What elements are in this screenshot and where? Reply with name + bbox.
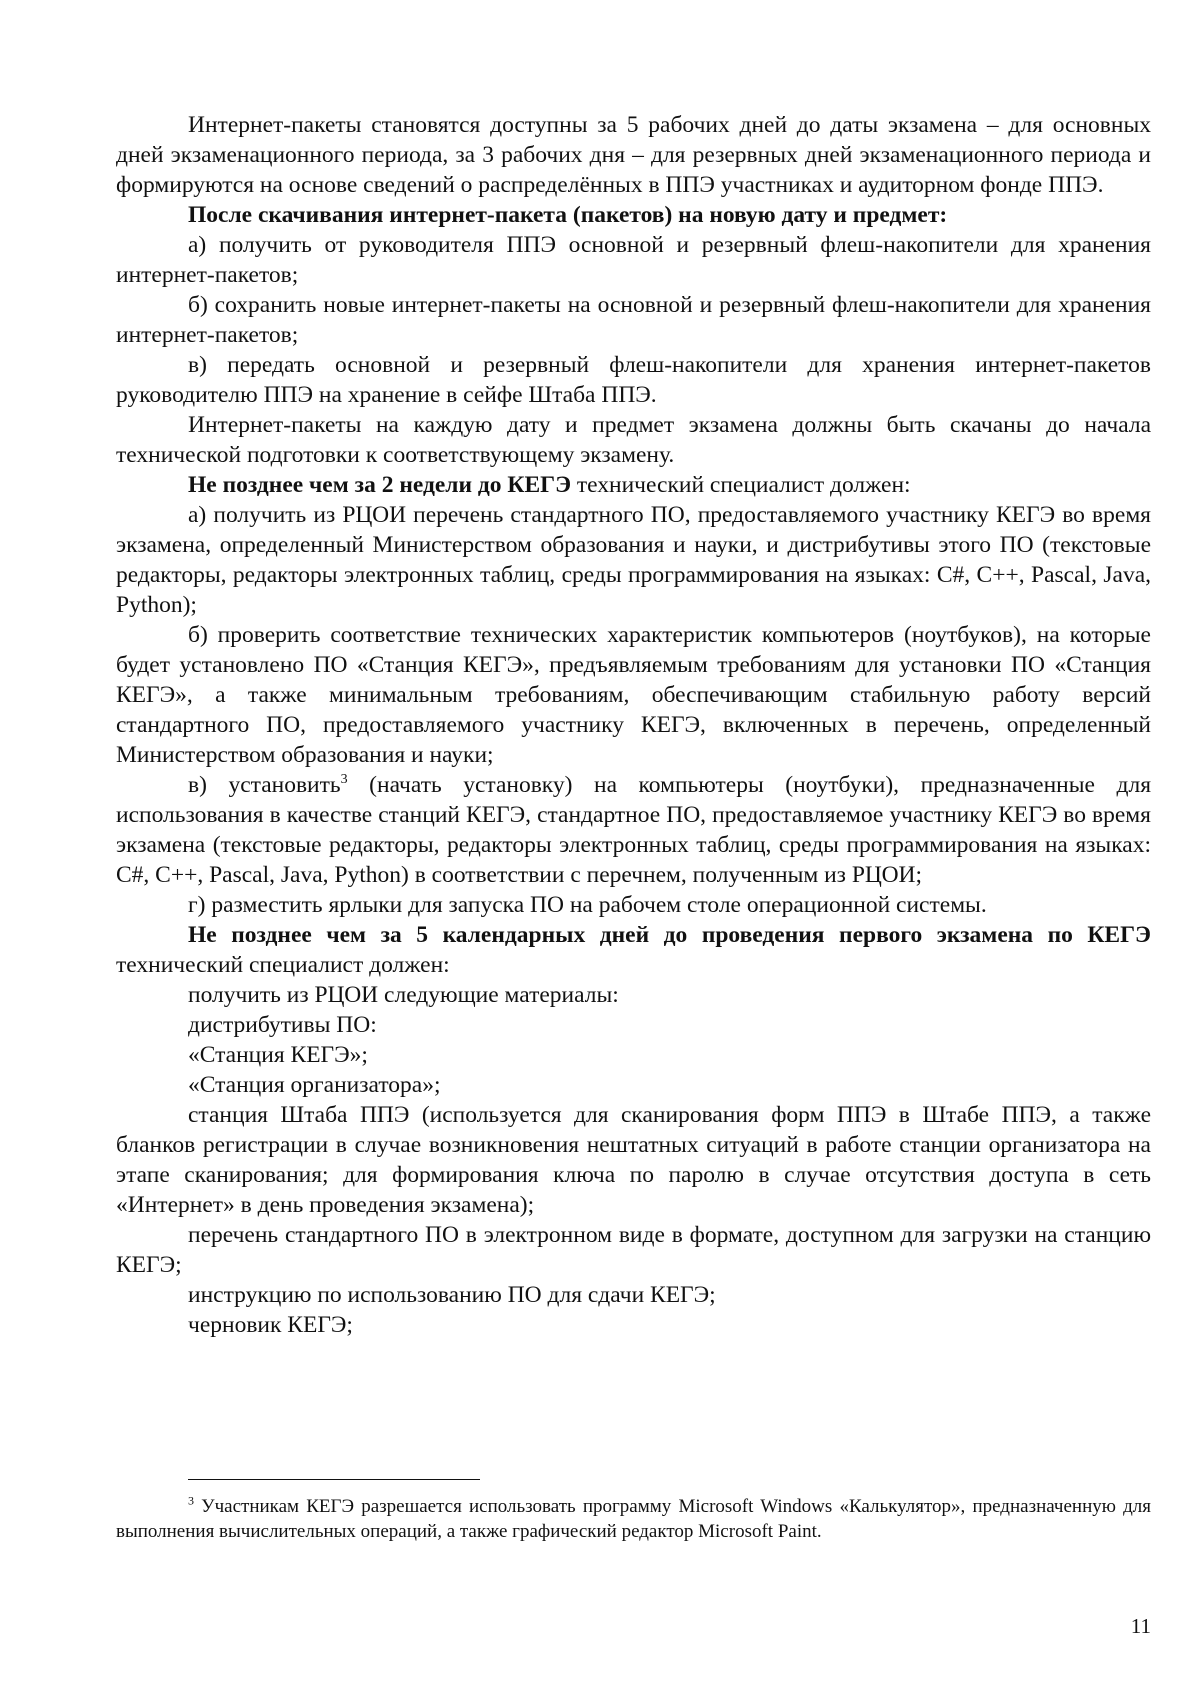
bold-lead: Не позднее чем за 5 календарных дней до проведения первого экзамена по КЕГЭ [188, 922, 1151, 948]
list-item-get-materials: получить из РЦОИ следующие материалы: [188, 982, 619, 1008]
list-item-a-get-flash: а) получить от руководителя ППЭ основной и резервный флеш-накопители для хранения интернет-пакетов; [116, 232, 1151, 288]
list-item-station-hq: станция Штаба ППЭ (используется для сканирования форм ППЭ в Штабе ППЭ, а также бланков регистрации в случае возникновения нештатных ситуаций в работе станции организатора на этапе сканирования; для формирования ключа по паролю в случае отсутствия доступа в сеть «Интернет» в день проведения экзамена); [116, 1102, 1151, 1218]
list-item-distributions: дистрибутивы ПО: [188, 1012, 377, 1038]
list-item-b-save-packages: б) сохранить новые интернет-пакеты на основной и резервный флеш-накопители для хранения интернет-пакетов; [116, 292, 1151, 348]
list-item-station-kege: «Станция КЕГЭ»; [188, 1042, 368, 1068]
list-item-instructions: инструкцию по использованию ПО для сдачи КЕГЭ; [188, 1282, 716, 1308]
paragraph-text: в) установить [188, 772, 341, 798]
list-item-c-transfer-flash: в) передать основной и резервный флеш-накопители для хранения интернет-пакетов руководителю ППЭ на хранение в сейфе Штаба ППЭ. [116, 352, 1151, 408]
list-item-c-install-software [116, 770, 1151, 890]
document-body [116, 110, 1151, 1340]
list-item-d-shortcuts: г) разместить ярлыки для запуска ПО на рабочем столе операционной системы. [188, 892, 987, 918]
footnote-separator [188, 1479, 480, 1480]
page-number: 11 [1130, 1614, 1151, 1638]
list-item-b-check-hardware: б) проверить соответствие технических характеристик компьютеров (ноутбуков), на которые будет установлено ПО «Станция КЕГЭ», предъявляемым требованиям для установки ПО «Станция КЕГЭ», а также минимальным требованиям, обеспечивающим стабильную работу версий стандартного ПО, предоставляемого участнику КЕГЭ, включенных в перечень, определенный Министерством образования и науки; [116, 622, 1151, 768]
paragraph-text: технический специалист должен: [571, 472, 911, 498]
footnote-reference: 3 [340, 772, 348, 788]
footnote [116, 1494, 1151, 1544]
list-item-software-list: перечень стандартного ПО в электронном виде в формате, доступном для загрузки на станцию КЕГЭ; [116, 1222, 1151, 1278]
footnote-marker: 3 [188, 1493, 194, 1508]
paragraph-two-weeks [116, 470, 1151, 500]
footnote-text: Участникам КЕГЭ разрешается использовать программу Microsoft Windows «Калькулятор», предназначенную для выполнения вычислительных операций, а также графический редактор Microsoft Paint. [116, 1496, 1151, 1542]
paragraph-download-deadline: Интернет-пакеты на каждую дату и предмет экзамена должны быть скачаны до начала технической подготовки к соответствующему экзамену. [116, 412, 1151, 468]
paragraph-text: технический специалист должен: [116, 952, 450, 978]
list-item-a-get-software-list: а) получить из РЦОИ перечень стандартного ПО, предоставляемого участнику КЕГЭ во время экзамена, определенный Министерством образования и науки, и дистрибутивы этого ПО (текстовые редакторы, редакторы электронных таблиц, среды программирования на языках: C#, C++, Pascal, Java, Python); [116, 502, 1151, 618]
bold-heading: После скачивания интернет-пакета (пакетов) на новую дату и предмет: [188, 202, 948, 228]
list-item-station-organizer: «Станция организатора»; [188, 1072, 441, 1098]
list-item-draft: черновик КЕГЭ; [188, 1312, 353, 1338]
paragraph-text: (начать установку) на компьютеры (ноутбуки), предназначенные для использования в качестве станций КЕГЭ, стандартное ПО, предоставляемое участнику КЕГЭ во время экзамена (текстовые редакторы, редакторы электронных таблиц, среды программирования на языках: C#, C++, Pascal, Java, Python) в соответствии с перечнем, полученным из РЦОИ; [116, 772, 1152, 888]
paragraph-five-days [116, 920, 1151, 980]
paragraph-after-download-heading [116, 200, 1151, 230]
paragraph-internet-packages: Интернет-пакеты становятся доступны за 5 рабочих дней до даты экзамена – для основных дней экзаменационного периода, за 3 рабочих дня – для резервных дней экзаменационного периода и формируются на основе сведений о распределённых в ППЭ участниках и аудиторном фонде ППЭ. [116, 112, 1151, 198]
bold-lead: Не позднее чем за 2 недели до КЕГЭ [188, 472, 572, 498]
